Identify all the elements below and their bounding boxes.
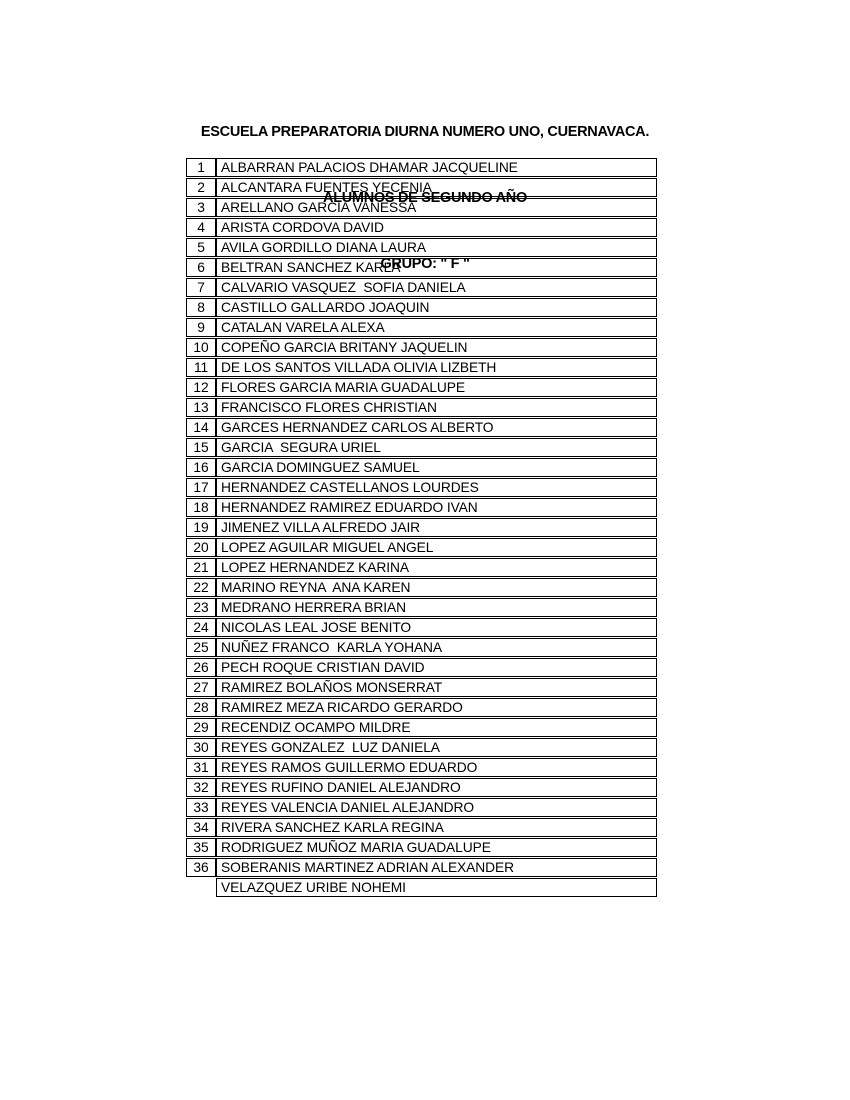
student-name-cell: DE LOS SANTOS VILLADA OLIVIA LIZBETH	[216, 358, 657, 377]
student-number-cell: 4	[186, 218, 216, 237]
student-number-cell: 19	[186, 518, 216, 537]
student-number-cell: 17	[186, 478, 216, 497]
header-group-letter: GRUPO: " F "	[380, 256, 470, 272]
student-name-cell: GARCIA DOMINGUEZ SAMUEL	[216, 458, 657, 477]
table-row	[186, 498, 657, 517]
student-number-cell: 32	[186, 778, 216, 797]
student-number-cell: 14	[186, 418, 216, 437]
student-number-cell	[186, 878, 216, 897]
student-name-cell: PECH ROQUE CRISTIAN DAVID	[216, 658, 657, 677]
student-name-cell: ARELLANO GARCIA VANESSA	[216, 198, 657, 217]
table-row	[186, 558, 657, 577]
table-row	[186, 278, 657, 297]
student-name-cell: MARINO REYNA ANA KAREN	[216, 578, 657, 597]
student-name-cell: RODRIGUEZ MUÑOZ MARIA GUADALUPE	[216, 838, 657, 857]
student-name-cell: RAMIREZ BOLAÑOS MONSERRAT	[216, 678, 657, 697]
table-row	[186, 878, 657, 897]
student-number-cell: 33	[186, 798, 216, 817]
student-name-cell: VELAZQUEZ URIBE NOHEMI	[216, 878, 657, 897]
student-number-cell: 12	[186, 378, 216, 397]
table-row	[186, 358, 657, 377]
table-row	[186, 638, 657, 657]
student-number-cell: 9	[186, 318, 216, 337]
table-row	[186, 838, 657, 857]
student-name-cell: GARCES HERNANDEZ CARLOS ALBERTO	[216, 418, 657, 437]
student-number-cell: 1	[186, 158, 216, 177]
table-row	[186, 478, 657, 497]
student-number-cell: 2	[186, 178, 216, 197]
table-row	[186, 198, 657, 217]
table-row	[186, 578, 657, 597]
student-number-cell: 3	[186, 198, 216, 217]
student-name-cell: JIMENEZ VILLA ALFREDO JAIR	[216, 518, 657, 537]
student-number-cell: 25	[186, 638, 216, 657]
table-row	[186, 258, 657, 277]
student-name-cell: CASTILLO GALLARDO JOAQUIN	[216, 298, 657, 317]
student-number-cell: 22	[186, 578, 216, 597]
student-name-cell: COPEÑO GARCIA BRITANY JAQUELIN	[216, 338, 657, 357]
student-name-cell: ARISTA CORDOVA DAVID	[216, 218, 657, 237]
table-row	[186, 398, 657, 417]
student-name-cell: NUÑEZ FRANCO KARLA YOHANA	[216, 638, 657, 657]
student-number-cell: 31	[186, 758, 216, 777]
header-group-description: ALUMNOS DE SEGUNDO AÑO	[323, 190, 527, 206]
table-row	[186, 538, 657, 557]
table-row	[186, 678, 657, 697]
student-number-cell: 20	[186, 538, 216, 557]
table-row	[186, 298, 657, 317]
table-row	[186, 598, 657, 617]
table-row	[186, 718, 657, 737]
student-number-cell: 7	[186, 278, 216, 297]
student-name-cell: GARCIA SEGURA URIEL	[216, 438, 657, 457]
student-number-cell: 13	[186, 398, 216, 417]
student-number-cell: 16	[186, 458, 216, 477]
student-number-cell: 36	[186, 858, 216, 877]
table-row	[186, 218, 657, 237]
table-row	[186, 458, 657, 477]
student-name-cell: FRANCISCO FLORES CHRISTIAN	[216, 398, 657, 417]
student-name-cell: ALCANTARA FUENTES YECENIA	[216, 178, 657, 197]
table-row	[186, 318, 657, 337]
student-name-cell: BELTRAN SANCHEZ KARLA	[216, 258, 657, 277]
student-number-cell: 6	[186, 258, 216, 277]
table-row	[186, 518, 657, 537]
header-school-name: ESCUELA PREPARATORIA DIURNA NUMERO UNO, CUERNAVACA.	[200, 124, 650, 140]
table-row	[186, 238, 657, 257]
student-number-cell: 18	[186, 498, 216, 517]
student-number-cell: 27	[186, 678, 216, 697]
table-row	[186, 758, 657, 777]
student-number-cell: 35	[186, 838, 216, 857]
student-number-cell: 29	[186, 718, 216, 737]
student-number-cell: 21	[186, 558, 216, 577]
table-row	[186, 178, 657, 197]
student-table	[186, 158, 657, 898]
table-row	[186, 438, 657, 457]
student-number-cell: 8	[186, 298, 216, 317]
student-name-cell: HERNANDEZ RAMIREZ EDUARDO IVAN	[216, 498, 657, 517]
table-row	[186, 618, 657, 637]
student-name-cell: REYES VALENCIA DANIEL ALEJANDRO	[216, 798, 657, 817]
student-number-cell: 24	[186, 618, 216, 637]
student-name-cell: FLORES GARCIA MARIA GUADALUPE	[216, 378, 657, 397]
student-number-cell: 5	[186, 238, 216, 257]
student-name-cell: CATALAN VARELA ALEXA	[216, 318, 657, 337]
table-row	[186, 658, 657, 677]
table-row	[186, 378, 657, 397]
student-name-cell: NICOLAS LEAL JOSE BENITO	[216, 618, 657, 637]
table-row	[186, 858, 657, 877]
table-row	[186, 738, 657, 757]
table-row	[186, 778, 657, 797]
table-row	[186, 698, 657, 717]
student-name-cell: REYES RAMOS GUILLERMO EDUARDO	[216, 758, 657, 777]
table-row	[186, 798, 657, 817]
table-row	[186, 818, 657, 837]
student-number-cell: 15	[186, 438, 216, 457]
student-number-cell: 23	[186, 598, 216, 617]
student-number-cell: 26	[186, 658, 216, 677]
student-name-cell: REYES RUFINO DANIEL ALEJANDRO	[216, 778, 657, 797]
student-name-cell: RAMIREZ MEZA RICARDO GERARDO	[216, 698, 657, 717]
student-name-cell: CALVARIO VASQUEZ SOFIA DANIELA	[216, 278, 657, 297]
student-name-cell: LOPEZ AGUILAR MIGUEL ANGEL	[216, 538, 657, 557]
student-name-cell: REYES GONZALEZ LUZ DANIELA	[216, 738, 657, 757]
student-name-cell: HERNANDEZ CASTELLANOS LOURDES	[216, 478, 657, 497]
student-name-cell: MEDRANO HERRERA BRIAN	[216, 598, 657, 617]
table-row	[186, 158, 657, 177]
table-row	[186, 338, 657, 357]
student-name-cell: LOPEZ HERNANDEZ KARINA	[216, 558, 657, 577]
student-number-cell: 10	[186, 338, 216, 357]
student-number-cell: 28	[186, 698, 216, 717]
student-number-cell: 34	[186, 818, 216, 837]
student-number-cell: 11	[186, 358, 216, 377]
student-number-cell: 30	[186, 738, 216, 757]
table-row	[186, 418, 657, 437]
student-name-cell: ALBARRAN PALACIOS DHAMAR JACQUELINE	[216, 158, 657, 177]
student-name-cell: RIVERA SANCHEZ KARLA REGINA	[216, 818, 657, 837]
student-name-cell: RECENDIZ OCAMPO MILDRE	[216, 718, 657, 737]
student-name-cell: AVILA GORDILLO DIANA LAURA	[216, 238, 657, 257]
student-name-cell: SOBERANIS MARTINEZ ADRIAN ALEXANDER	[216, 858, 657, 877]
